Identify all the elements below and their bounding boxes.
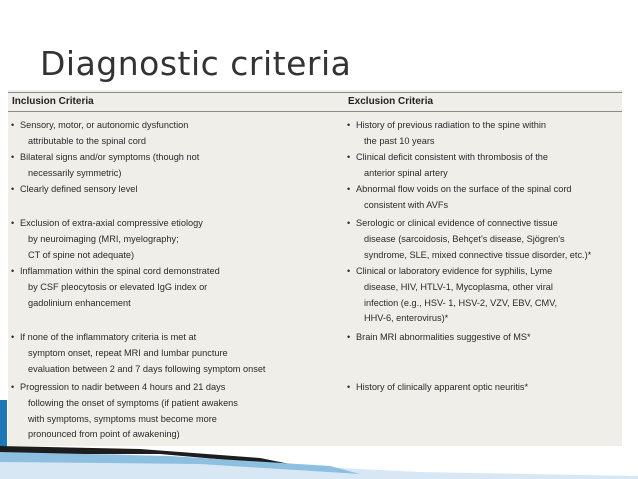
bullet-icon: • bbox=[11, 184, 15, 194]
bullet-icon: • bbox=[347, 120, 351, 130]
table-top-rule bbox=[8, 92, 622, 93]
criteria-line: Brain MRI abnormalities suggestive of MS* bbox=[356, 332, 531, 342]
bullet-icon: • bbox=[11, 120, 15, 130]
criteria-line: If none of the inflammatory criteria is met at bbox=[20, 332, 197, 342]
bullet-icon: • bbox=[11, 332, 15, 342]
criteria-line: by neuroimaging (MRI, myelography; bbox=[28, 233, 179, 244]
criteria-line: Bilateral signs and/or symptoms (though not bbox=[20, 152, 200, 162]
criteria-line: Progression to nadir between 4 hours and 21 days bbox=[20, 382, 226, 392]
bullet-icon: • bbox=[11, 152, 15, 162]
criteria-line: pronounced from point of awakening) bbox=[28, 429, 180, 440]
criteria-line: Clinical deficit consistent with thrombosis of the bbox=[356, 152, 548, 162]
exclusion-item bbox=[347, 118, 546, 150]
criteria-line: evaluation between 2 and 7 days following symptom onset bbox=[28, 363, 266, 374]
criteria-line: the past 10 years bbox=[364, 135, 435, 146]
bullet-icon: • bbox=[347, 184, 351, 194]
criteria-line: gadolinium enhancement bbox=[28, 297, 131, 308]
criteria-line: Clinical or laboratory evidence for syphilis, Lyme bbox=[356, 266, 553, 276]
criteria-line: History of clinically apparent optic neuritis* bbox=[356, 382, 529, 392]
criteria-line: disease (sarcoidosis, Behçet's disease, Sjögren's bbox=[364, 233, 565, 244]
slide-title: Diagnostic criteria bbox=[40, 44, 352, 83]
criteria-line: following the onset of symptoms (if patient awakens bbox=[28, 397, 238, 408]
criteria-line: symptom onset, repeat MRI and lumbar puncture bbox=[28, 347, 228, 358]
bullet-icon: • bbox=[347, 218, 351, 228]
bullet-icon: • bbox=[11, 382, 15, 392]
inclusion-item bbox=[11, 182, 138, 198]
inclusion-header: Inclusion Criteria bbox=[12, 96, 94, 107]
inclusion-item bbox=[11, 330, 266, 377]
criteria-line: History of previous radiation to the spine within bbox=[356, 120, 546, 130]
criteria-line: attributable to the spinal cord bbox=[28, 135, 146, 146]
criteria-line: necessarily symmetric) bbox=[28, 167, 122, 178]
bullet-icon: • bbox=[347, 266, 351, 276]
exclusion-item bbox=[347, 380, 529, 396]
criteria-line: anterior spinal artery bbox=[364, 167, 448, 178]
criteria-line: Sensory, motor, or autonomic dysfunction bbox=[20, 120, 189, 130]
criteria-line: consistent with AVFs bbox=[364, 199, 449, 210]
criteria-line: HHV-6, enterovirus)* bbox=[364, 313, 449, 324]
bullet-icon: • bbox=[11, 266, 15, 276]
inclusion-item bbox=[11, 216, 203, 263]
criteria-line: with symptoms, symptoms must become more bbox=[28, 413, 217, 424]
inclusion-item bbox=[11, 264, 220, 311]
inclusion-item bbox=[11, 150, 200, 182]
criteria-line: Serologic or clinical evidence of connective tissue bbox=[356, 218, 558, 228]
criteria-line: CT of spine not adequate) bbox=[28, 249, 135, 260]
criteria-line: Inflammation within the spinal cord demonstrated bbox=[20, 266, 220, 276]
criteria-line: disease, HIV, HTLV-1, Mycoplasma, other viral bbox=[364, 281, 553, 292]
criteria-line: syndrome, SLE, mixed connective tissue disorder, etc.)* bbox=[364, 249, 592, 260]
exclusion-item bbox=[347, 150, 548, 182]
exclusion-item bbox=[347, 182, 572, 214]
bullet-icon: • bbox=[347, 332, 351, 342]
inclusion-item bbox=[11, 118, 189, 150]
bullet-icon: • bbox=[11, 218, 15, 228]
exclusion-header: Exclusion Criteria bbox=[348, 96, 434, 107]
exclusion-item bbox=[347, 264, 558, 327]
criteria-line: Abnormal flow voids on the surface of the spinal cord bbox=[356, 184, 572, 194]
exclusion-item bbox=[347, 330, 531, 346]
bullet-icon: • bbox=[347, 382, 351, 392]
bullet-icon: • bbox=[347, 152, 351, 162]
inclusion-item bbox=[11, 380, 238, 443]
criteria-line: by CSF pleocytosis or elevated IgG index or bbox=[28, 281, 208, 292]
criteria-line: Exclusion of extra-axial compressive etiology bbox=[20, 218, 203, 228]
criteria-table bbox=[8, 90, 622, 446]
exclusion-item bbox=[347, 216, 592, 263]
criteria-line: Clearly defined sensory level bbox=[20, 184, 138, 194]
table-header-rule bbox=[8, 111, 622, 112]
criteria-line: infection (e.g., HSV- 1, HSV-2, VZV, EBV, CMV, bbox=[364, 297, 558, 308]
decorative-swoosh bbox=[0, 440, 638, 479]
